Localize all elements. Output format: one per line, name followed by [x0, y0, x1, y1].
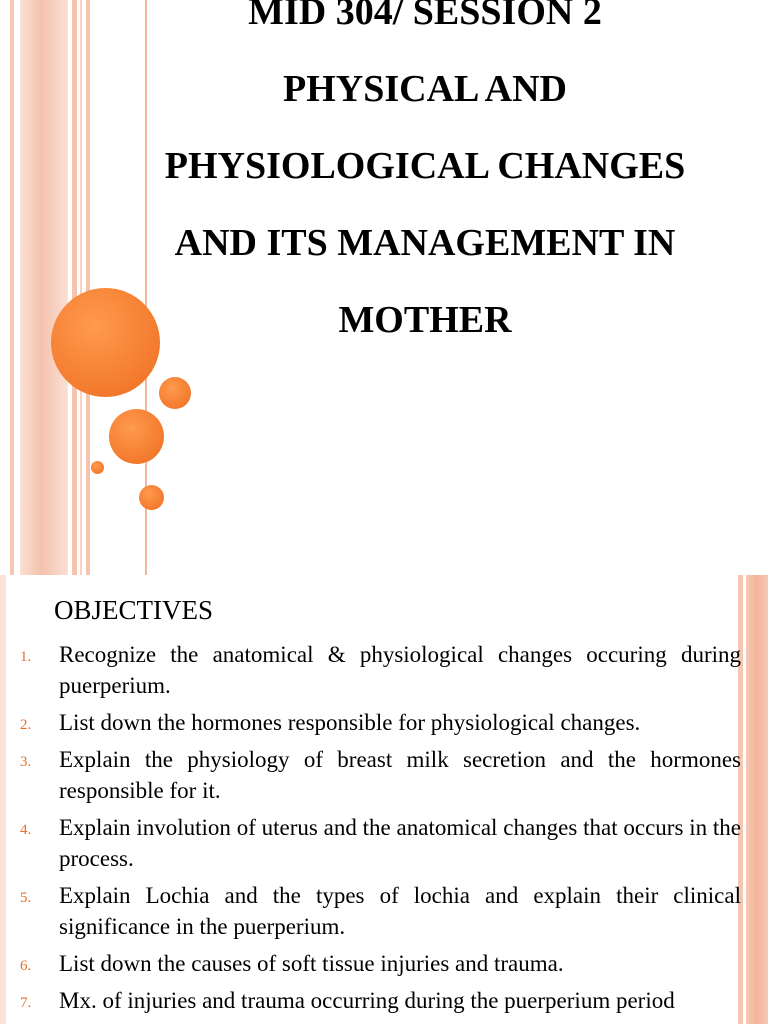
- list-item: [0, 985, 741, 1016]
- item-number: 4.: [20, 822, 32, 838]
- list-item: [0, 880, 741, 942]
- decorative-circle-medium: [109, 409, 164, 464]
- decorative-circle-small: [159, 377, 191, 409]
- title-line: PHYSIOLOGICAL CHANGES: [164, 145, 686, 187]
- item-text: Explain Lochia and the types of lochia and explain their clinical significance in the puerperium.: [59, 883, 741, 939]
- list-item: [0, 744, 741, 806]
- decorative-stripe: [86, 0, 90, 575]
- decorative-circle-tiny: [91, 461, 104, 474]
- list-item: [0, 639, 741, 701]
- item-number: 2.: [20, 717, 32, 733]
- slide-title: [140, 0, 710, 359]
- item-number: 6.: [20, 958, 32, 974]
- title-line: MOTHER: [338, 299, 512, 341]
- objectives-list: [0, 639, 741, 1022]
- objectives-heading: OBJECTIVES: [54, 595, 214, 625]
- title-line: AND ITS MANAGEMENT IN: [174, 222, 676, 264]
- list-item: [0, 707, 741, 738]
- item-text: Recognize the anatomical & physiological changes occuring during puerperium.: [59, 642, 741, 698]
- decorative-stripe: [746, 575, 768, 1024]
- decorative-circle-small: [139, 485, 164, 510]
- item-number: 5.: [20, 890, 32, 906]
- objectives-slide: [0, 575, 768, 1024]
- decorative-stripe: [10, 0, 14, 575]
- decorative-stripe: [80, 0, 82, 575]
- list-item: [0, 812, 741, 874]
- decorative-stripe: [72, 0, 77, 575]
- item-text: Explain the physiology of breast milk secretion and the hormones responsible for it.: [59, 747, 741, 803]
- title-line: PHYSICAL AND: [283, 68, 567, 110]
- item-text: Mx. of injuries and trauma occurring during the puerperium period: [59, 988, 675, 1013]
- decorative-stripe: [20, 0, 68, 575]
- item-number: 3.: [20, 754, 32, 770]
- item-text: List down the hormones responsible for physiological changes.: [59, 710, 641, 735]
- list-item: [0, 948, 741, 979]
- item-text: List down the causes of soft tissue injuries and trauma.: [59, 951, 564, 976]
- item-text: Explain involution of uterus and the anatomical changes that occurs in the process.: [59, 815, 741, 871]
- title-line: MID 304/ SESSION 2: [248, 0, 602, 33]
- item-number: 7.: [20, 995, 32, 1011]
- item-number: 1.: [20, 649, 32, 665]
